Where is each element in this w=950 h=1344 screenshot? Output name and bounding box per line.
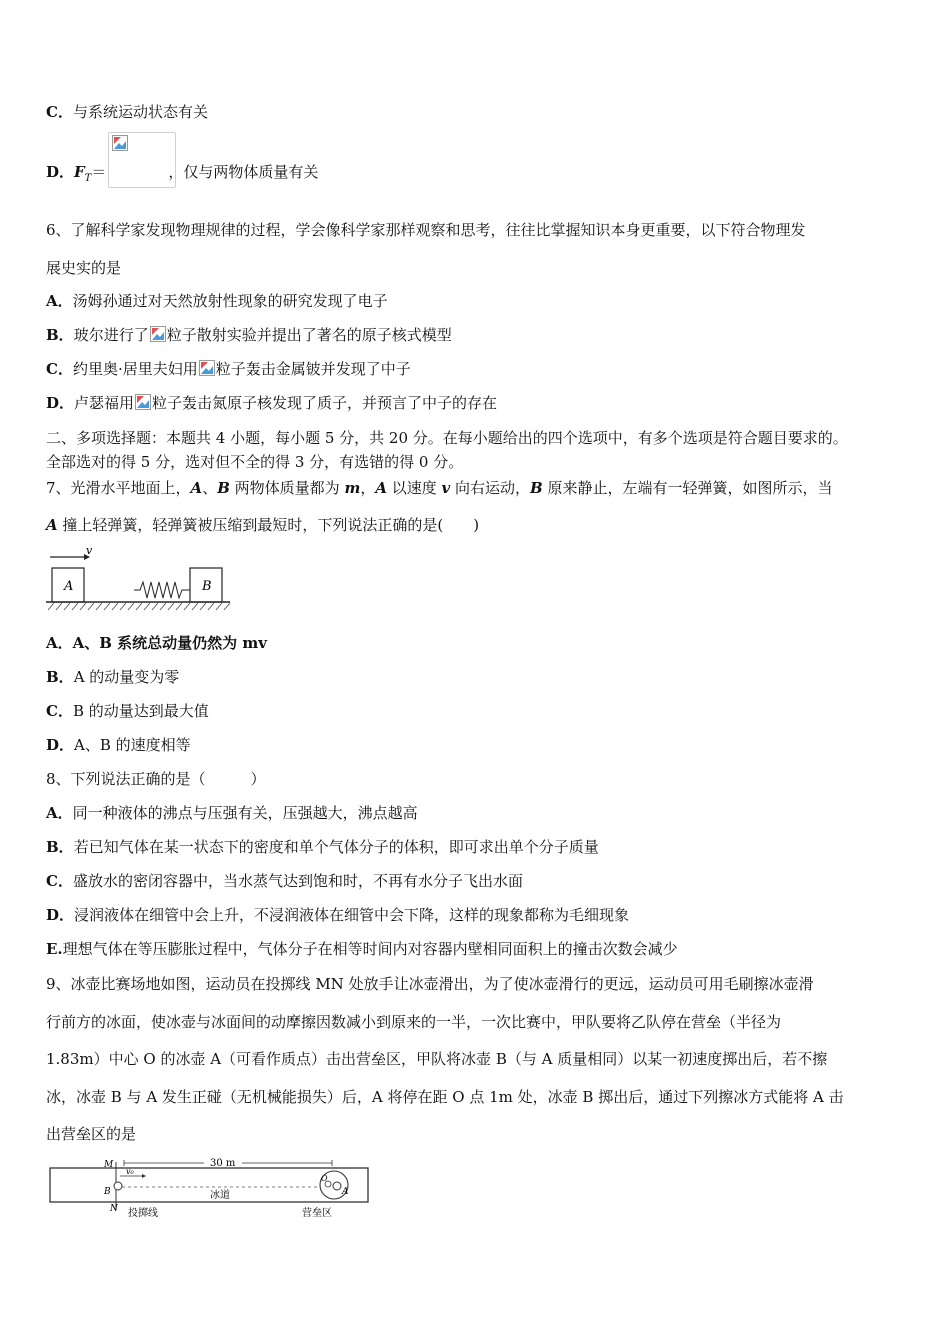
text: 两物体质量都为: [229, 479, 345, 497]
q9-stem-line-4: 冰，冰壶 B 与 A 发生正碰（无机械能损失）后，A 将停在距 O 点 1m 处，冰壶 B 掷出后，通过下列擦冰方式能将 A 击: [46, 1088, 844, 1106]
option-key: D．: [46, 163, 75, 181]
option-key: A．: [46, 292, 73, 310]
text: 以速度: [386, 479, 442, 497]
option-text-post: 粒子散射实验并提出了著名的原子核式模型: [166, 326, 452, 344]
var-b: B: [217, 479, 230, 497]
label-a: A: [342, 1187, 349, 1197]
section-2-heading-line-2: 全部选对的得 5 分，选对但不全的得 3 分，有选错的得 0 分。: [46, 453, 464, 471]
option-text-post: 粒子轰击金属铍并发现了中子: [215, 360, 411, 378]
option-key: A．: [46, 804, 73, 822]
broken-image-icon: [135, 394, 151, 410]
var-v: v: [441, 479, 451, 497]
stone-b: [114, 1182, 122, 1190]
label-o: O: [321, 1174, 328, 1183]
label-m: M: [104, 1160, 114, 1170]
q8-option-e: [46, 939, 678, 959]
broken-image-icon: [112, 135, 128, 151]
var-a: A: [375, 479, 387, 497]
option-text: ，仅与两物体质量有关: [168, 163, 319, 181]
option-text: 若已知气体在某一状态下的密度和单个气体分子的体积，即可求出单个分子质量: [73, 838, 599, 856]
q6-stem-line-2: 展史实的是: [46, 259, 122, 277]
q6-option-b: [46, 325, 452, 345]
q8-option-a: [46, 803, 418, 823]
spring: [134, 582, 190, 598]
option-text: 同一种液体的沸点与压强有关，压强越大，沸点越高: [72, 804, 418, 822]
var-a: A: [46, 516, 58, 534]
option-key: D．: [46, 394, 75, 412]
q8-option-c: [46, 871, 523, 891]
block-a-label: A: [64, 579, 74, 594]
equals-sign: ＝: [91, 163, 107, 181]
option-text: 理想气体在等压膨胀过程中，气体分子在相等时间内对容器内壁相同面积上的撞击次数会减少: [62, 940, 678, 958]
q9-stem-line-5: 出营垒区的是: [46, 1125, 137, 1143]
q6-option-a: [46, 291, 388, 311]
option-key: B．: [46, 838, 74, 856]
q7-stem-line-1: [46, 478, 832, 498]
q5-option-c: [46, 102, 208, 122]
option-text: 与系统运动状态有关: [72, 103, 208, 121]
q7-option-b: [46, 667, 179, 687]
q6-option-d: [46, 393, 497, 413]
option-key: B．: [46, 326, 74, 344]
option-key: C．: [46, 103, 73, 121]
spring-block-diagram: [44, 544, 234, 618]
text: 向右运动，: [450, 479, 531, 497]
text: 、: [202, 479, 218, 497]
option-text: 汤姆孙通过对天然放射性现象的研究发现了电子: [72, 292, 388, 310]
option-text-pre: 玻尔进行了: [73, 326, 149, 344]
velocity-label: v: [86, 544, 93, 557]
option-key: D．: [46, 736, 75, 754]
text: 原来静止，左端有一轻弹簧，如图所示，当: [542, 479, 833, 497]
force-symbol: F: [74, 163, 85, 181]
block-b-label: B: [202, 579, 212, 594]
broken-image-icon: [150, 326, 166, 342]
var-b: B: [530, 479, 543, 497]
track-label: 冰道: [210, 1190, 230, 1201]
q7-option-d: [46, 735, 191, 755]
q7-option-a: [46, 633, 267, 653]
q7-option-c: [46, 701, 209, 721]
q5-option-d: [46, 162, 318, 189]
q6-stem-line-1: 6、了解科学家发现物理规律的过程，学会像科学家那样观察和思考，往往比掌握知识本身更重要，以下符合物理发: [46, 221, 806, 239]
option-key: A．: [46, 634, 73, 652]
section-2-heading-line-1: 二、多项选择题：本题共 4 小题，每小题 5 分，共 20 分。在每小题给出的四个选项中，有多个选项是符合题目要求的。: [46, 429, 848, 447]
var-a: A: [190, 479, 203, 497]
ground-hatch: [48, 603, 230, 610]
v0-label: v₀: [126, 1167, 134, 1176]
label-b: B: [104, 1187, 111, 1197]
q8-option-b: [46, 837, 599, 857]
option-text-pre: 卢瑟福用: [74, 394, 135, 412]
q8-option-d: [46, 905, 629, 925]
option-text: A、B 系统总动量仍然为 mv: [72, 634, 267, 652]
q9-stem-line-2: 行前方的冰面，使冰壶与冰面间的动摩擦因数减小到原来的一半，一次比赛中，甲队要将乙队停在营垒（半径为: [46, 1013, 782, 1031]
label-n: N: [110, 1204, 118, 1214]
option-text: B 的动量达到最大值: [72, 702, 209, 720]
curling-field-diagram: [44, 1154, 374, 1224]
q8-stem: 8、下列说法正确的是（ ）: [46, 770, 266, 788]
distance-label: 30 m: [210, 1158, 236, 1169]
option-text: A 的动量变为零: [73, 668, 180, 686]
stone-a: [333, 1182, 341, 1190]
option-key: C．: [46, 872, 73, 890]
option-key: D．: [46, 906, 75, 924]
option-text-post: 粒子轰击氮原子核发现了质子，并预言了中子的存在: [152, 394, 498, 412]
q7-stem-line-2: [46, 515, 479, 535]
option-text-pre: 约里奥·居里夫妇用: [72, 360, 198, 378]
q9-stem-line-3: 1.83m）中心 O 的冰壶 A（可看作质点）击出营垒区，甲队将冰壶 B（与 A 质量相同）以某一初速度掷出后，若不擦: [46, 1050, 828, 1068]
q9-stem-line-1: 9、冰壶比赛场地如图，运动员在投掷线 MN 处放手让冰壶滑出，为了使冰壶滑行的更远，运动员可用毛刷擦冰壶滑: [46, 975, 814, 993]
house-label: 营垒区: [302, 1208, 332, 1219]
option-key: B．: [46, 668, 74, 686]
text: ，: [360, 479, 376, 497]
q6-option-c: [46, 359, 411, 379]
text: 撞上轻弹簧，轻弹簧被压缩到最短时，下列说法正确的是( ): [57, 516, 480, 534]
option-text: A、B 的速度相等: [74, 736, 191, 754]
text: 7、光滑水平地面上，: [46, 479, 191, 497]
force-subscript: T: [84, 173, 92, 184]
broken-image-icon: [199, 360, 215, 376]
var-m: m: [344, 479, 361, 497]
option-key: E.: [46, 940, 63, 958]
option-key: C．: [46, 702, 73, 720]
throw-line-label: 投掷线: [128, 1208, 158, 1219]
option-text: 盛放水的密闭容器中，当水蒸气达到饱和时，不再有水分子飞出水面: [72, 872, 523, 890]
option-text: 浸润液体在细管中会上升，不浸润液体在细管中会下降，这样的现象都称为毛细现象: [74, 906, 630, 924]
option-key: C．: [46, 360, 73, 378]
